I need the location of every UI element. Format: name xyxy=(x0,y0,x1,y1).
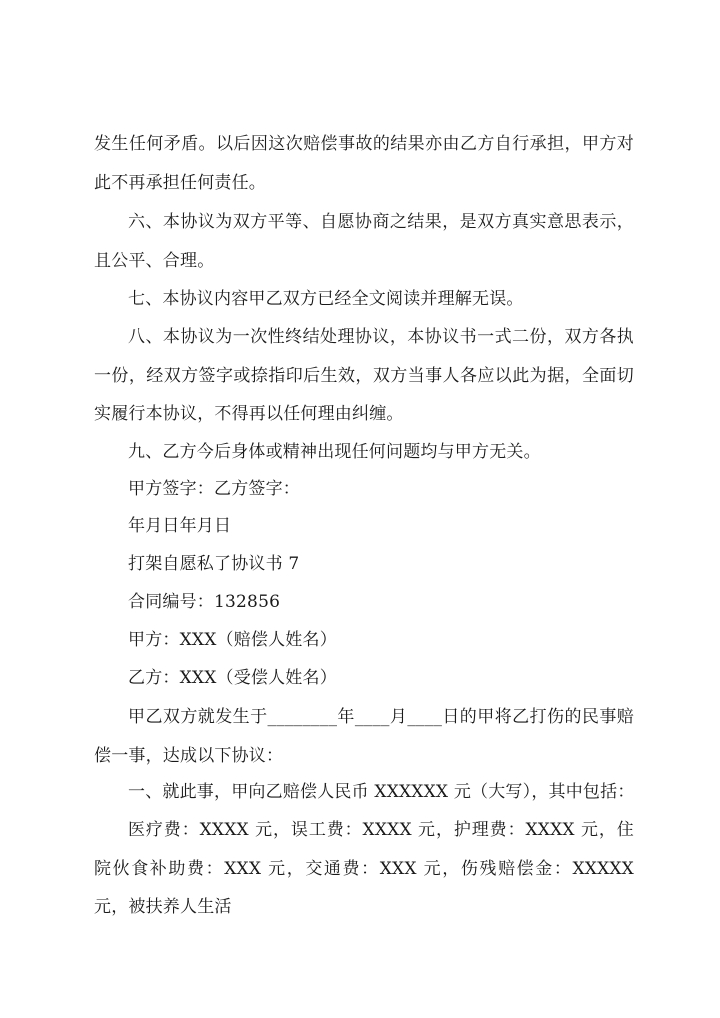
compensation-details: 医疗费：XXXX 元，误工费：XXXX 元，护理费：XXXX 元，住院伙食补助费：XXX 元，交通费：XXX 元，伤残赔偿金：XXXXX 元，被扶养人生活 xyxy=(94,820,634,917)
date-line: 年月日年月日 xyxy=(128,516,232,536)
clause-six: 六、本协议为双方平等、自愿协商之结果，是双方真实意思表示，且公平、合理。 xyxy=(94,212,634,271)
clause-nine: 九、乙方今后身体或精神出现任何问题均与甲方无关。 xyxy=(128,442,541,462)
party-a: 甲方：XXX（赔偿人姓名） xyxy=(128,630,337,650)
clause-seven: 七、本协议内容甲乙双方已经全文阅读并理解无误。 xyxy=(128,289,524,309)
contract-number: 合同编号：132856 xyxy=(128,592,281,612)
clause-eight: 八、本协议为一次性终结处理协议，本协议书一式二份，双方各执一份，经双方签字或捺指印后生效，双方当事人各应以此为据，全面切实履行本协议，不得再以任何理由纠缠。 xyxy=(94,327,634,424)
signature-line: 甲方签字：乙方签字： xyxy=(128,479,300,499)
agreement-intro: 甲乙双方就发生于________年____月____日的甲将乙打伤的民事赔偿一事，达成以下协议： xyxy=(94,707,634,766)
clause-one: 一、就此事，甲向乙赔偿人民币 XXXXXX 元（大写），其中包括： xyxy=(128,782,635,802)
paragraph-continuation: 发生任何矛盾。以后因这次赔偿事故的结果亦由乙方自行承担，甲方对此不再承担任何责任。 xyxy=(94,134,634,193)
party-b: 乙方：XXX（受偿人姓名） xyxy=(128,668,337,688)
agreement-title: 打架自愿私了协议书 7 xyxy=(128,554,300,574)
